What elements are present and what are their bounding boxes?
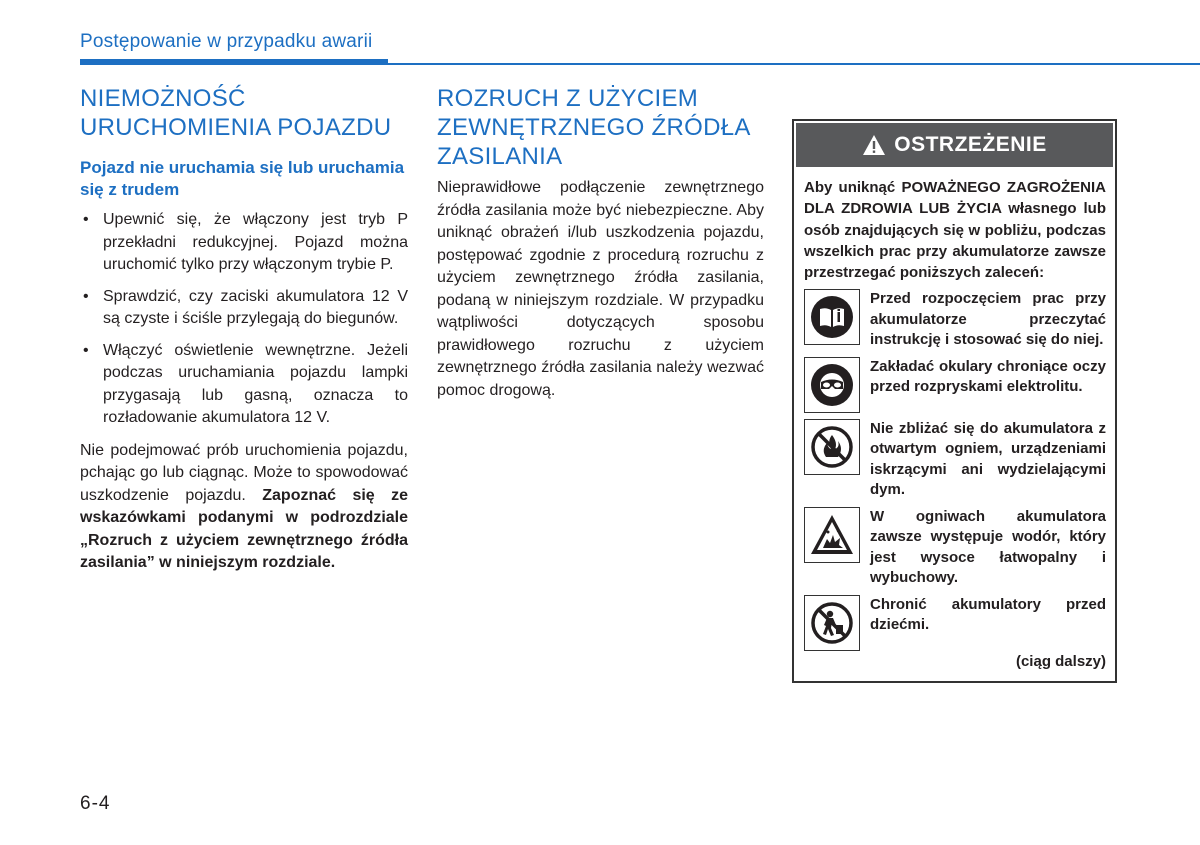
list-item xyxy=(80,340,408,430)
bullet-icon: • xyxy=(83,287,89,305)
warning-intro: Aby uniknąć POWAŻNEGO ZAGROŻENIA DLA ZDROWIA LUB ŻYCIA własnego lub osób znajdujących się w pobliżu, podczas wszelkich prac przy akumulatorze zawsze przestrzegać poniższych zaleceń: xyxy=(804,179,1106,282)
left-paragraph xyxy=(80,440,408,575)
list-item xyxy=(80,286,408,331)
left-heading: NIEMOŻNOŚĆ URUCHOMIENIA POJAZDU xyxy=(80,85,392,141)
read-manual-icon xyxy=(804,289,860,345)
bullet-text: Sprawdzić, czy zaciski akumulatora 12 V są czyste i ściśle przylegają do biegunów. xyxy=(103,287,408,327)
left-column xyxy=(80,84,408,575)
page-number: 6-4 xyxy=(80,793,111,814)
middle-heading: ROZRUCH Z UŻYCIEM ZEWNĘTRZNEGO ŹRÓDŁA ZASILANIA xyxy=(437,85,750,170)
left-subheading: Pojazd nie uruchamia się lub uruchamia się z trudem xyxy=(80,158,405,199)
warning-title: OSTRZEŻENIE xyxy=(894,133,1047,156)
bullet-text: Upewnić się, że włączony jest tryb P przekładni redukcyjnej. Pojazd można uruchomić tylko przy włączonym trybie P. xyxy=(103,211,408,273)
bullet-icon: • xyxy=(83,341,89,359)
explosive-gas-icon xyxy=(804,507,860,563)
warning-item xyxy=(804,595,1106,651)
list-item xyxy=(80,209,408,277)
safety-goggles-icon xyxy=(804,357,860,413)
bullet-text: Włączyć oświetlenie wewnętrzne. Jeżeli podczas uruchamiania pojazdu lampki przygasają lub gasną, oznacza to rozładowanie akumulatora 12 V. xyxy=(103,341,408,426)
warning-item-text: Zakładać okulary chroniące oczy przed rozpryskami elektrolitu. xyxy=(870,357,1106,396)
warning-box xyxy=(792,119,1117,683)
continued-label: (ciąg dalszy) xyxy=(1015,653,1106,670)
bullet-list xyxy=(80,209,408,430)
warning-triangle-icon xyxy=(862,134,886,156)
warning-item-text: Nie zbliżać się do akumulatora z otwartym ogniem, urządzeniami iskrzącymi ani wydzielającymi dym. xyxy=(870,419,1106,499)
section-header: Postępowanie w przypadku awarii xyxy=(80,31,373,52)
bullet-icon: • xyxy=(83,211,89,228)
keep-away-children-icon xyxy=(804,595,860,651)
warning-item xyxy=(804,507,1106,589)
warning-item xyxy=(804,419,1106,501)
warning-item-text: Chronić akumulatory przed dziećmi. xyxy=(870,595,1106,634)
paragraph-emphasis: Zapoznać się ze wskazówkami podanymi w podrozdziale „Rozruch z użyciem zewnętrznego źródła zasilania” w niniejszym rozdziale. xyxy=(80,486,408,571)
middle-column xyxy=(437,84,764,402)
warning-item xyxy=(804,357,1106,413)
warning-item xyxy=(804,289,1106,351)
warning-item-text: Przed rozpoczęciem prac przy akumulatorze przeczytać instrukcję i stosować się do niej. xyxy=(870,290,1106,349)
warning-item-text: W ogniwach akumulatora zawsze występuje wodór, który jest wysoce łatwopalny i wybuchowy. xyxy=(870,507,1106,587)
no-open-flame-icon xyxy=(804,419,860,475)
header-rule xyxy=(388,63,1200,65)
warning-title-bar xyxy=(796,123,1113,167)
middle-paragraph: Nieprawidłowe podłączenie zewnętrznego źródła zasilania może być niebezpieczne. Aby uniknąć obrażeń i/lub uszkodzenia pojazdu, postępować zgodnie z procedurą rozruchu z użyciem zewnętrznego źródła zasilania, podaną w niniejszym rozdziale. W przypadku wątpliwości dotyczących sposobu prawidłowego rozruchu z użyciem zewnętrznego źródła zasilania należy wezwać pomoc drogową. xyxy=(437,179,764,399)
header-rule-accent xyxy=(80,59,388,65)
paragraph-text: Nie podejmować prób uruchomienia pojazdu, pchając go lub ciągnąc. Może to spowodować uszkodzenie pojazdu. xyxy=(80,441,408,504)
